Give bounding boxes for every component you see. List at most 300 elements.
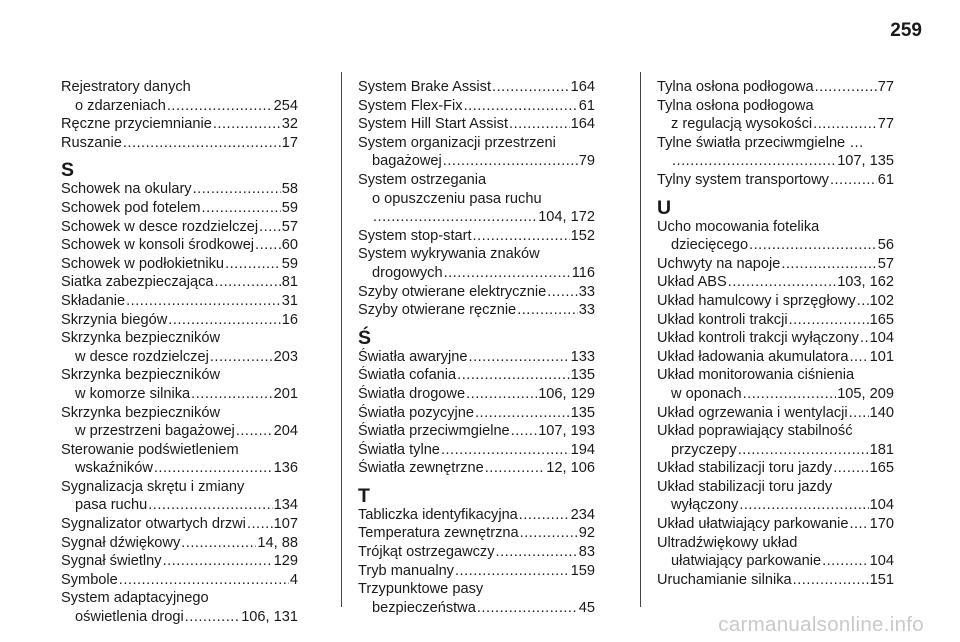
- index-entry-line: [61, 441, 298, 460]
- leader-dots: [815, 78, 877, 97]
- index-entry-line: [61, 255, 298, 274]
- index-entry: [61, 552, 298, 571]
- leader-dots: [511, 422, 538, 441]
- index-entry-line: [657, 348, 894, 367]
- leader-dots: [185, 608, 240, 627]
- index-entry: [61, 329, 298, 366]
- leader-dots: [547, 283, 578, 302]
- index-entry-line: [657, 515, 894, 534]
- index-entry-line: [657, 329, 894, 348]
- index-entry-line: [358, 404, 595, 423]
- index-entry-line: [358, 441, 595, 460]
- page-reference: 106, 129: [538, 385, 595, 402]
- index-entry-text: Układ kontroli trakcji wyłączony: [657, 330, 859, 347]
- index-column-1: [61, 78, 298, 627]
- index-entry-line: [61, 236, 298, 255]
- index-column-2: [358, 78, 595, 617]
- page-reference: 107, 135: [837, 153, 894, 170]
- index-entry: [61, 180, 298, 199]
- page-reference: 12, 106: [546, 460, 595, 477]
- index-entry-text: System wykrywania znaków: [358, 246, 540, 263]
- index-entry-line: [358, 562, 595, 581]
- index-entry-text: Szyby otwierane elektrycznie: [358, 283, 547, 300]
- page-reference: 17: [281, 134, 298, 151]
- page-reference: 151: [869, 571, 894, 588]
- index-entry-text: ułatwiający parkowanie: [671, 553, 822, 570]
- index-column-3: [657, 78, 894, 589]
- leader-dots: [126, 292, 281, 311]
- index-entry-line: [358, 190, 595, 209]
- leader-dots: [191, 385, 272, 404]
- index-entry: [657, 515, 894, 534]
- leader-dots: [213, 115, 281, 134]
- page-reference: 159: [570, 562, 595, 579]
- leader-dots: [225, 255, 281, 274]
- page-reference: 105, 209: [837, 385, 894, 402]
- leader-dots: [181, 534, 256, 553]
- leader-dots: [789, 311, 869, 330]
- index-entry: [657, 366, 894, 403]
- index-entry-text: w przestrzeni bagażowej: [75, 423, 235, 440]
- index-entry-line: [657, 459, 894, 478]
- index-entry-line: [61, 273, 298, 292]
- page-reference: 106, 131: [241, 609, 298, 626]
- index-entry: [358, 404, 595, 423]
- index-entry-line: [358, 366, 595, 385]
- leader-dots: [849, 515, 868, 534]
- index-entry: [657, 78, 894, 97]
- index-entry-text: Trzypunktowe pasy: [358, 581, 484, 598]
- index-entry-text: Temperatura zewnętrzna: [358, 525, 519, 542]
- index-entry: [657, 97, 894, 134]
- index-entry-line: [61, 97, 298, 116]
- leader-dots: [822, 552, 869, 571]
- index-entry-line: [358, 599, 595, 618]
- index-entry-line: [358, 134, 595, 153]
- leader-dots: [464, 97, 578, 116]
- page-reference: 133: [570, 348, 595, 365]
- index-entry: [358, 245, 595, 282]
- leader-dots: [123, 134, 281, 153]
- index-entry-text: w desce rozdzielczej: [75, 348, 209, 365]
- index-entry-text: Schowek pod fotelem: [61, 199, 201, 216]
- leader-dots: [830, 171, 877, 190]
- index-entry: [61, 571, 298, 590]
- index-entry: [358, 115, 595, 134]
- index-entry-line: [61, 366, 298, 385]
- index-entry: [358, 134, 595, 171]
- index-entry-line: [358, 506, 595, 525]
- leader-dots: [738, 441, 869, 460]
- index-entry-text: Światła przeciwmgielne: [358, 423, 510, 440]
- leader-dots: [743, 385, 837, 404]
- index-entry-line: [358, 543, 595, 562]
- index-entry-text: Sygnalizacja skrętu i zmiany: [61, 478, 245, 495]
- index-entry-line: [61, 292, 298, 311]
- index-entry-line: [61, 478, 298, 497]
- index-entry-text: drogowych: [372, 264, 443, 281]
- index-entry-text: Układ stabilizacji toru jazdy: [657, 460, 833, 477]
- page-reference: 134: [273, 497, 298, 514]
- leader-dots: [247, 515, 273, 534]
- leader-dots: [215, 273, 281, 292]
- index-entry-text: wskaźników: [75, 460, 153, 477]
- index-entry-text: Skrzynka bezpieczników: [61, 367, 220, 384]
- index-entry-line: [61, 348, 298, 367]
- page-reference: 135: [570, 404, 595, 421]
- index-entry: [358, 171, 595, 227]
- leader-dots: [119, 571, 289, 590]
- leader-dots: [236, 422, 273, 441]
- index-entry: [358, 78, 595, 97]
- leader-dots: [517, 301, 578, 320]
- index-entry: [657, 292, 894, 311]
- index-entry: [657, 273, 894, 292]
- index-entry-line: [61, 496, 298, 515]
- page-reference: 152: [570, 227, 595, 244]
- section-letter: T: [358, 484, 370, 507]
- leader-dots: [496, 543, 578, 562]
- index-entry-text: wyłączony: [671, 497, 739, 514]
- index-entry: [358, 366, 595, 385]
- index-entry-text: Światła zewnętrzne: [358, 460, 484, 477]
- page-reference: 92: [578, 525, 595, 542]
- index-entry-text: Tabliczka identyfikacyjna: [358, 506, 518, 523]
- page-reference: 14, 88: [257, 534, 298, 551]
- index-entry-text: z regulacją wysokości: [671, 116, 813, 133]
- page-reference: 77: [877, 116, 894, 133]
- page-reference: 254: [273, 97, 298, 114]
- leader-dots: [457, 366, 569, 385]
- index-entry-text: Układ kontroli trakcji: [657, 311, 788, 328]
- index-entry: [358, 422, 595, 441]
- index-entry-text: Sterowanie podświetleniem: [61, 441, 239, 458]
- leader-dots: [259, 218, 281, 237]
- index-entry-text: Uruchamianie silnika: [657, 571, 792, 588]
- index-entry-text: Szyby otwierane ręcznie: [358, 302, 517, 319]
- page-reference: 165: [869, 460, 894, 477]
- index-entry-text: oświetlenia drogi: [75, 609, 184, 626]
- index-entry: [358, 441, 595, 460]
- section-letter: S: [61, 159, 75, 182]
- index-entry-text: pasa ruchu: [75, 497, 148, 514]
- index-entry: [61, 218, 298, 237]
- index-entry-line: [657, 571, 894, 590]
- index-entry: [657, 571, 894, 590]
- page-reference: 57: [281, 218, 298, 235]
- index-entry-text: bezpieczeństwa: [372, 599, 476, 616]
- index-entry-line: [657, 534, 894, 553]
- index-entry-line: [61, 515, 298, 534]
- index-entry-text: System Brake Assist: [358, 79, 492, 95]
- column-divider: [341, 72, 342, 607]
- page-reference: 33: [578, 283, 595, 300]
- page-reference: 129: [273, 553, 298, 570]
- index-entry: [657, 348, 894, 367]
- page-reference: 81: [281, 274, 298, 291]
- index-entry-text: Sygnał dźwiękowy: [61, 534, 181, 551]
- index-entry: [358, 385, 595, 404]
- leader-dots: [466, 385, 537, 404]
- index-entry-text: Ręczne przyciemnianie: [61, 116, 212, 133]
- page-reference: 83: [578, 544, 595, 561]
- index-entry-line: [657, 171, 894, 190]
- page-reference: 104: [869, 330, 894, 347]
- index-entry-line: [358, 171, 595, 190]
- index-entry-text: Światła cofania: [358, 367, 457, 384]
- index-entry: [61, 292, 298, 311]
- leader-dots: [520, 524, 578, 543]
- index-entry-text: Skrzynka bezpieczników: [61, 330, 220, 347]
- index-entry-line: [358, 245, 595, 264]
- index-entry-text: Światła pozycyjne: [358, 404, 474, 421]
- page-reference: 31: [281, 292, 298, 309]
- index-entry-line: [61, 422, 298, 441]
- index-entry-text: System ostrzegania: [358, 171, 487, 188]
- index-entry-line: [657, 78, 894, 97]
- index-entry: [61, 115, 298, 134]
- leader-dots: [849, 404, 869, 423]
- index-entry: [61, 236, 298, 255]
- leader-dots: [857, 292, 869, 311]
- page-reference: 59: [281, 255, 298, 272]
- index-entry-line: [657, 478, 894, 497]
- page-reference: 56: [877, 237, 894, 254]
- index-entry-line: [358, 348, 595, 367]
- page-reference: 77: [877, 79, 894, 95]
- page-reference: 164: [570, 79, 595, 95]
- index-entry: [657, 171, 894, 190]
- index-entry-line: [358, 422, 595, 441]
- index-entry-line: [657, 236, 894, 255]
- index-entry-line: [358, 301, 595, 320]
- index-entry-line: [61, 534, 298, 553]
- index-entry-line: [358, 97, 595, 116]
- page-reference: 4: [289, 571, 298, 588]
- index-entry-text: Trójkąt ostrzegawczy: [358, 544, 495, 561]
- index-entry: [358, 506, 595, 525]
- page-reference: 104: [869, 553, 894, 570]
- leader-dots: [739, 496, 868, 515]
- leader-dots: [813, 115, 877, 134]
- index-entry: [657, 478, 894, 515]
- index-entry-text: Skrzynka bezpieczników: [61, 404, 220, 421]
- index-entry: [61, 478, 298, 515]
- index-entry: [61, 534, 298, 553]
- index-entry-text: Układ ABS: [657, 274, 727, 291]
- leader-dots: [444, 264, 571, 283]
- page-reference: 116: [571, 264, 595, 281]
- index-entry-text: Sygnalizator otwartych drzwi: [61, 516, 246, 533]
- index-entry-text: Schowek w podłokietniku: [61, 255, 225, 272]
- index-entry-text: Schowek w desce rozdzielczej: [61, 218, 259, 235]
- section-letter: U: [657, 196, 672, 219]
- index-entry-line: [61, 199, 298, 218]
- leader-dots: [210, 348, 273, 367]
- index-entry-line: [358, 580, 595, 599]
- index-entry-text: Układ monitorowania ciśnienia: [657, 367, 855, 384]
- index-entry: [358, 348, 595, 367]
- page-reference: 61: [578, 97, 595, 114]
- page-reference: 165: [869, 311, 894, 328]
- index-entry-line: [358, 283, 595, 302]
- index-entry-line: [61, 459, 298, 478]
- index-entry-line: [61, 218, 298, 237]
- index-entry-text: bagażowej: [372, 153, 442, 170]
- index-entry-line: [358, 152, 595, 171]
- leader-dots: [163, 552, 273, 571]
- index-entry-text: Tryb manualny: [358, 562, 454, 579]
- index-entry-text: w oponach: [671, 385, 742, 402]
- leader-dots: [485, 459, 546, 478]
- index-entry-line: [61, 571, 298, 590]
- index-entry-line: [657, 218, 894, 237]
- index-entry-text: System organizacji przestrzeni: [358, 134, 556, 151]
- index-entry: [358, 580, 595, 617]
- index-entry-line: [657, 404, 894, 423]
- leader-dots: [781, 255, 876, 274]
- page-reference: 181: [869, 441, 894, 458]
- leader-dots: [672, 152, 836, 171]
- index-entry-line: [61, 311, 298, 330]
- page-reference: 60: [281, 237, 298, 254]
- index-entry-line: [358, 385, 595, 404]
- index-entry: [358, 283, 595, 302]
- page-reference: 203: [273, 348, 298, 365]
- index-entry-text: Ucho mocowania fotelika: [657, 218, 820, 235]
- index-entry-text: Układ ułatwiający parkowanie: [657, 516, 849, 533]
- page-reference: 58: [281, 181, 298, 198]
- index-entry-line: [358, 227, 595, 246]
- index-entry: [657, 255, 894, 274]
- leader-dots: [849, 348, 868, 367]
- index-entry: [657, 134, 894, 171]
- index-entry-line: [358, 208, 595, 227]
- index-entry: [657, 218, 894, 255]
- index-entry-text: Układ stabilizacji toru jazdy: [657, 478, 833, 495]
- index-entry-line: [61, 134, 298, 153]
- index-entry: [61, 199, 298, 218]
- index-entry: [61, 273, 298, 292]
- index-entry-text: System Flex-Fix: [358, 97, 463, 114]
- index-entry: [61, 134, 298, 153]
- page-reference: 234: [570, 506, 595, 523]
- leader-dots: [475, 404, 570, 423]
- column-divider: [640, 72, 641, 607]
- page-reference: 101: [869, 348, 894, 365]
- leader-dots: [202, 199, 281, 218]
- index-entry: [358, 97, 595, 116]
- page-reference: 204: [273, 423, 298, 440]
- index-entry-line: [358, 459, 595, 478]
- index-entry: [657, 311, 894, 330]
- index-entry-text: System Hill Start Assist: [358, 116, 509, 133]
- index-entry-line: [61, 608, 298, 627]
- index-entry-text: Siatka zabezpieczająca: [61, 274, 214, 291]
- leader-dots: [168, 311, 281, 330]
- index-entry-text: dziecięcego: [671, 237, 749, 254]
- index-entry-text: Tylna osłona podłogowa: [657, 79, 814, 95]
- index-entry-text: Światła drogowe: [358, 385, 466, 402]
- index-entry: [657, 404, 894, 423]
- index-entry-line: [657, 273, 894, 292]
- index-entry-text: Uchwyty na napoje: [657, 255, 781, 272]
- index-entry: [358, 227, 595, 246]
- page-reference: 33: [578, 302, 595, 319]
- leader-dots: [148, 496, 272, 515]
- page-reference: 57: [877, 255, 894, 272]
- page-reference: 102: [869, 292, 894, 309]
- page-reference: 16: [281, 311, 298, 328]
- page-reference: 59: [281, 199, 298, 216]
- index-entry: [61, 255, 298, 274]
- index-entry: [61, 311, 298, 330]
- index-entry: [657, 459, 894, 478]
- page-reference: 164: [570, 116, 595, 133]
- index-entry-line: [657, 441, 894, 460]
- index-entry-text: Tylny system transportowy: [657, 171, 829, 188]
- index-entry-line: [61, 180, 298, 199]
- leader-dots: [793, 571, 869, 590]
- index-entry-line: [657, 496, 894, 515]
- index-entry-text: Schowek w konsoli środkowej: [61, 237, 255, 254]
- index-entry-text: System stop-start: [358, 227, 472, 244]
- page-reference: 136: [273, 460, 298, 477]
- leader-dots: [728, 273, 836, 292]
- page-reference: 61: [877, 171, 894, 188]
- page-reference: 194: [570, 441, 595, 458]
- index-entry: [61, 589, 298, 626]
- index-entry-line: [61, 404, 298, 423]
- watermark: carmanualsonline.info: [718, 613, 924, 636]
- index-entry-line: [657, 134, 894, 153]
- leader-dots: [519, 506, 570, 525]
- index-entry-line: [61, 589, 298, 608]
- leader-dots: [193, 180, 281, 199]
- index-entry: [358, 562, 595, 581]
- leader-dots: [473, 227, 570, 246]
- leader-dots: [255, 236, 281, 255]
- page-reference: 104: [869, 497, 894, 514]
- index-entry-text: Schowek na okulary: [61, 181, 192, 198]
- leader-dots: [167, 97, 273, 116]
- index-entry-text: Układ hamulcowy i sprzęgłowy: [657, 292, 856, 309]
- index-entry-text: Sygnał świetlny: [61, 553, 162, 570]
- index-entry: [358, 301, 595, 320]
- index-entry-text: Ultradźwiękowy układ: [657, 534, 798, 551]
- index-entry: [61, 515, 298, 534]
- index-entry-text: o opuszczeniu pasa ruchu: [372, 190, 542, 207]
- page-reference: 107: [273, 516, 298, 533]
- index-entry-line: [657, 552, 894, 571]
- index-entry: [657, 534, 894, 571]
- leader-dots: [860, 329, 869, 348]
- index-entry-text: przyczepy: [671, 441, 737, 458]
- index-entry-text: Tylna osłona podłogowa: [657, 97, 814, 114]
- index-entry-line: [657, 311, 894, 330]
- page-reference: 135: [570, 367, 595, 384]
- index-entry-text: w komorze silnika: [75, 385, 191, 402]
- index-entry-text: Układ ogrzewania i wentylacji: [657, 404, 848, 421]
- leader-dots: [492, 78, 570, 97]
- index-entry-text: Światła awaryjne: [358, 348, 468, 365]
- index-entry-line: [657, 115, 894, 134]
- index-entry-line: [358, 78, 595, 97]
- index-entry-line: [61, 115, 298, 134]
- index-entry-line: [657, 255, 894, 274]
- index-entry-line: [358, 264, 595, 283]
- index-entry-line: [657, 152, 894, 171]
